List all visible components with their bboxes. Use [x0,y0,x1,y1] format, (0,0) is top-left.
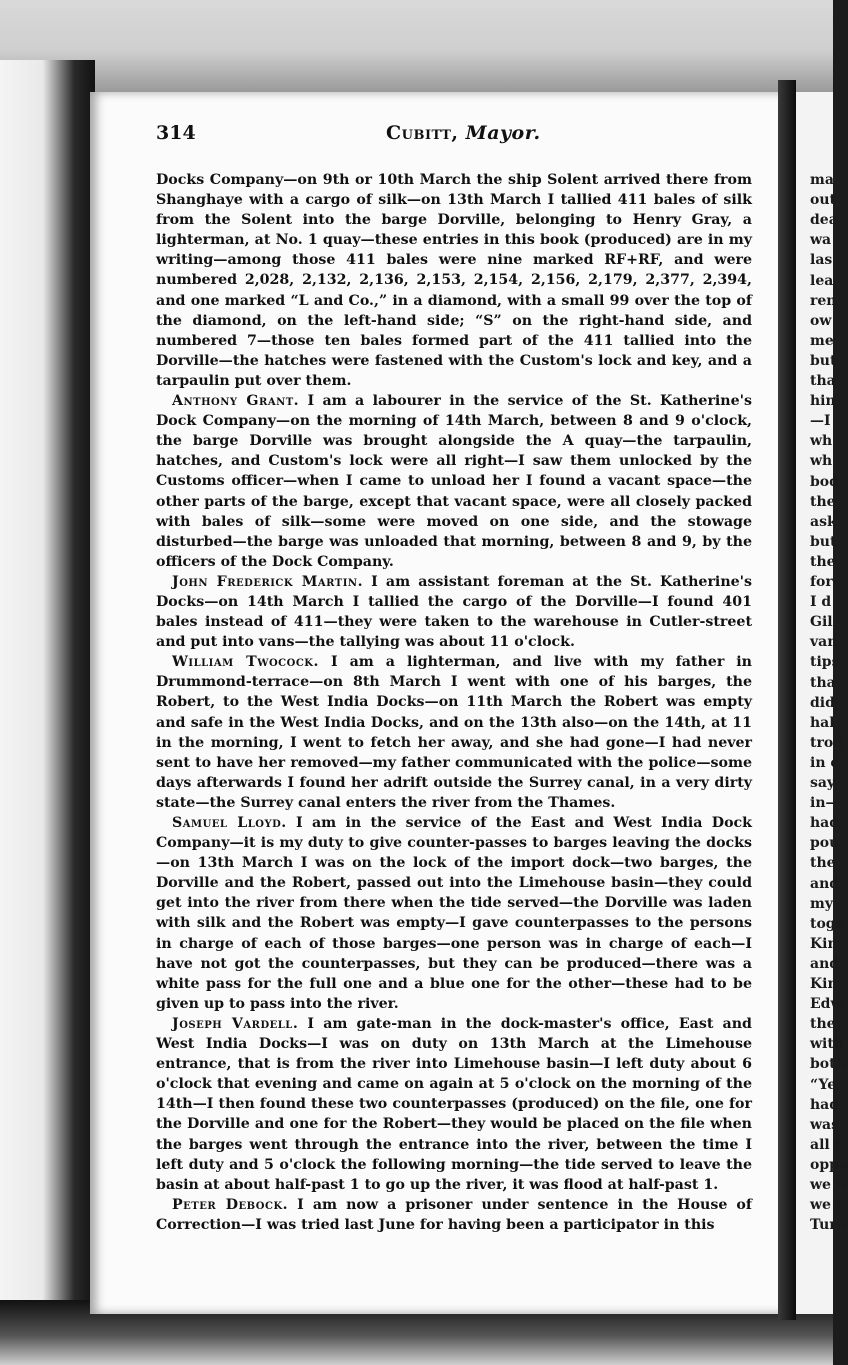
adjacent-page-fragment: dea [810,212,838,229]
adjacent-page-fragment: in c [810,754,839,771]
adjacent-page-fragment: van [810,634,838,651]
paragraph [156,391,752,572]
adjacent-page-fragment: the [810,493,836,510]
adjacent-page-fragment: did [810,694,835,711]
adjacent-page-fragment: and [810,875,840,892]
paragraph [156,813,752,1014]
adjacent-page-fragment: —I [810,413,831,430]
speaker-name: Samuel Lloyd. [172,815,287,831]
paragraph [156,572,752,652]
paragraph [156,1195,752,1235]
running-head-name: Cubitt, [386,122,459,144]
adjacent-page-fragment: they [810,1016,844,1033]
running-head [386,122,541,144]
speaker-name: Joseph Vardell. [172,1015,299,1032]
adjacent-page-fragment: and [810,955,840,972]
adjacent-page-fragment: ma [810,172,834,188]
adjacent-page-fragment: oppo [810,1156,848,1173]
adjacent-page-fragment: but [810,352,837,369]
paragraph-text: I am a lighterman, and live with my father in Drummond-terrace—on 8th March I went with one of his barges, the Robert, to the West India Docks—on 11th March the Robert was empty and safe in the West India Docks, and on the 13th also—on the 14th, at 11 in the morning, I went to fetch her away, and she had gone—I had never sent to have her removed—my father communicated with the police—some days afterwards I found her adrift outside the Surrey canal, in a very dirty state—the Surrey canal enters the river from the Thames. [156,654,752,811]
adjacent-page-fragment: lea [810,272,834,289]
running-head-title: Mayor. [465,122,541,144]
adjacent-page-fragment: ow [810,312,832,329]
adjacent-page-fragment: Edw [810,996,843,1013]
adjacent-page-fragment: bod [810,473,839,490]
adjacent-page-fragment: out [810,192,836,209]
adjacent-page-fragment: say [810,775,836,791]
paragraph-text: I am now a prisoner under sentence in the House of Correction—I was tried last June for having been a participator in this [156,1196,752,1233]
adjacent-page-fragment: my [810,895,833,912]
adjacent-page-fragment: trou [810,734,844,751]
book-page [90,92,790,1314]
scan-left-edge [0,60,95,1310]
adjacent-page-edge [796,92,848,1314]
adjacent-page-fragment: ren [810,292,837,309]
adjacent-page-fragment: the [810,855,836,872]
speaker-name: Peter Debock. [172,1196,289,1213]
paragraph-text: I am in the service of the East and West India Dock Company—it is my duty to give counter-passes to barges leaving the docks —on 13th March I was on the lock of the import dock—two barges, the Dorville and the Robert, passed out into the Limehouse basin—they could get into the river from there when the tide served—the Dorville was laden with silk and the Robert was empty—I gave counterpasses to the persons in charge of each of those barges—one person was in charge of each—I have not got the counterpasses, but they can be produced—there was a white pass for the full one and a blue one for the other—these had to be given up to pass into the river. [156,815,752,1012]
page-number: 314 [156,122,196,144]
adjacent-page-fragment: the [810,553,836,570]
adjacent-page-fragment: las [810,252,833,269]
paragraph-text: I am assistant foreman at the St. Katherine's Docks—on 14th March I tallied the cargo of the Dorville—I found 401 bales instead of 411—they were taken to the warehouse in Cutler-street and put into vans—the tallying was about 11 o'clock. [156,573,752,651]
adjacent-page-fragment: both [810,1056,846,1073]
adjacent-page-fragment: wh [810,433,833,450]
paragraph [156,1014,752,1195]
adjacent-page-fragment: had [810,1096,840,1113]
paragraph [156,170,752,391]
adjacent-page-fragment: tips [810,654,840,671]
adjacent-page-fragment: Kin [810,976,838,992]
adjacent-page-fragment: “Ye [810,1076,837,1093]
speaker-name: Anthony Grant. [172,393,300,410]
speaker-name: John Frederick Martin. [172,573,364,590]
paragraph-text: Docks Company—on 9th or 10th March the ship Solent arrived there from Shanghaye with a cargo of silk—on 13th March I tallied 411 bales of silk from the Solent into the barge Dorville, belonging to Henry Gray, a lighterman, at No. 1 quay—these entries in this book (produced) are in my writing—among those 411 bales were nine marked RF+RF, and were numbered 2,028, 2,132, 2,136, 2,153, 2,154, 2,156, 2,179, 2,377, 2,394, and one marked “L and Co.,” in a diamond, with a small 99 over the top of the diamond, on the left-hand side; “S” on the right-hand side, and numbered 7—those ten bales formed part of the 411 tallied into the Dorville—the hatches were fastened with the Custom's lock and key, and a tarpaulin put over them. [156,172,752,389]
page-body [156,170,752,1235]
adjacent-page-fragment: pou [810,835,840,852]
paragraph-text: I am gate-man in the dock-master's office, East and West India Docks—I was on duty on 13th March at the Limehouse entrance, that is from the river into Limehouse basin—I left duty about 6 o'clock that evening and came on again at 5 o'clock on the morning of the 14th—I then found these two counterpasses (produced) on the file, one for the Dorville and one for the Robert—they would be placed on the file when the barges went through the entrance into the river, between the time I left duty and 5 o'clock the following morning—the tide served to leave the basin at about half-past 1 to go up the river, it was flood at half-past 1. [156,1015,752,1193]
page-header [156,122,756,152]
adjacent-page-fragment: ask [810,513,837,530]
adjacent-page-fragment: I d [810,594,832,611]
paragraph [156,652,752,813]
adjacent-page-fragment: hal [810,714,835,731]
adjacent-page-fragment: Turn [810,1217,847,1234]
adjacent-page-fragment: in— [810,795,840,812]
adjacent-page-fragment: tha [810,674,836,691]
adjacent-page-fragment: we r [810,1197,844,1214]
adjacent-page-fragment: Kin [810,935,838,952]
adjacent-page-fragment: with [810,1036,845,1053]
adjacent-page-fragment: Gil [810,614,833,631]
adjacent-page-fragment: for- [810,574,839,590]
adjacent-page-fragment: wa [810,232,832,249]
adjacent-page-fragment: was- [810,1116,845,1133]
book-gutter [778,80,796,1320]
adjacent-page-fragment: me [810,332,834,349]
adjacent-page-fragment: tha [810,373,836,389]
paragraph-text: I am a labourer in the service of the St. Katherine's Dock Company—on the morning of 14th March, between 8 and 9 o'clock, the barge Dorville was brought alongside the A quay—the tarpaulin, hatches, and Custom's lock were all right—I saw them unlocked by the Customs officer—when I came to unload her I found a vacant space—the other parts of the barge, except that vacant space, were all closely packed with bales of silk—some were moved on one side, and the stowage disturbed—the barge was unloaded that morning, between 8 and 9, by the officers of the Dock Company. [156,393,752,570]
speaker-name: William Twocock. [172,654,319,671]
adjacent-page-fragment: hin [810,393,836,410]
adjacent-page-fragment: all f [810,1136,841,1153]
adjacent-page-fragment: wh [810,453,833,470]
adjacent-page-fragment: had [810,815,840,832]
adjacent-page-fragment: but [810,533,837,550]
adjacent-page-fragment: we w [810,1177,848,1193]
adjacent-page-fragment: toge [810,915,845,932]
scan-top-margin [0,0,833,92]
